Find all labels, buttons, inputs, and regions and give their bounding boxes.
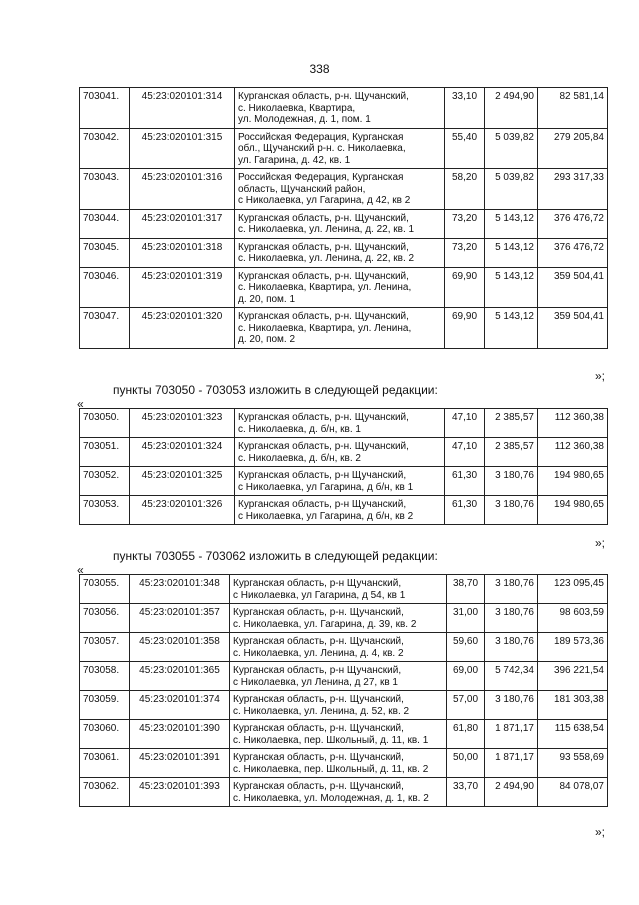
- cadastral-value: 376 476,72: [538, 238, 608, 267]
- cadastral-number: 45:23:020101:324: [130, 438, 235, 467]
- item-number: 703061.: [80, 749, 130, 778]
- address-line: с. Николаевка, д. б/н, кв. 2: [238, 452, 361, 464]
- address: [235, 209, 445, 238]
- property-table-1: [79, 87, 608, 349]
- address: [235, 496, 445, 525]
- item-number: 703062.: [80, 778, 130, 807]
- area: 33,10: [445, 88, 485, 129]
- table-row: [80, 662, 608, 691]
- property-table-3: [79, 574, 608, 807]
- area: 69,90: [445, 308, 485, 349]
- cadastral-number: 45:23:020101:365: [130, 662, 230, 691]
- cadastral-value: 98 603,59: [538, 604, 608, 633]
- area: 55,40: [445, 128, 485, 169]
- area: 31,00: [447, 604, 485, 633]
- address-line: с. Николаевка, Квартира, ул. Ленина,: [238, 282, 412, 293]
- cadastral-number: 45:23:020101:358: [130, 633, 230, 662]
- table-row: [80, 749, 608, 778]
- table-row: [80, 778, 608, 807]
- cadastral-value: 359 504,41: [538, 308, 608, 349]
- address-line: Курганская область, р-н. Щучанский,: [233, 781, 404, 792]
- address-line: Курганская область, р-н. Щучанский,: [238, 91, 409, 102]
- cadastral-number: 45:23:020101:391: [130, 749, 230, 778]
- address-line: Курганская область, р-н. Щучанский,: [238, 212, 409, 224]
- rate: 2 385,57: [485, 438, 538, 467]
- item-number: 703042.: [80, 128, 130, 169]
- address: [230, 720, 447, 749]
- address-line: Курганская область, р-н. Щучанский,: [238, 311, 409, 322]
- table-row: [80, 238, 608, 267]
- area: 47,10: [445, 438, 485, 467]
- address-line: Курганская область, р-н. Щучанский,: [233, 694, 404, 705]
- closing-quote: »;: [594, 536, 605, 550]
- area: 57,00: [447, 691, 485, 720]
- opening-quote: «: [77, 563, 84, 577]
- item-number: 703050.: [80, 409, 130, 438]
- item-number: 703060.: [80, 720, 130, 749]
- address: [235, 88, 445, 129]
- item-number: 703047.: [80, 308, 130, 349]
- address: [230, 778, 447, 807]
- address-line: ул. Гагарина, д. 42, кв. 1: [238, 154, 351, 166]
- address-line: с. Николаевка, ул. Молодежная, д. 1, кв. 2: [233, 792, 429, 804]
- rate: 5 742,34: [485, 662, 538, 691]
- cadastral-value: 194 980,65: [538, 496, 608, 525]
- cadastral-value: 112 360,38: [538, 438, 608, 467]
- item-number: 703043.: [80, 169, 130, 210]
- cadastral-value: 376 476,72: [538, 209, 608, 238]
- address-line: с. Николаевка, ул. Ленина, д. 4, кв. 2: [233, 647, 404, 659]
- cadastral-number: 45:23:020101:390: [130, 720, 230, 749]
- table-row: [80, 438, 608, 467]
- cadastral-number: 45:23:020101:323: [130, 409, 235, 438]
- address-line: Курганская область, р-н. Щучанский,: [238, 412, 409, 423]
- page-number: 338: [309, 62, 330, 76]
- cadastral-value: 396 221,54: [538, 662, 608, 691]
- cadastral-value: 189 573,36: [538, 633, 608, 662]
- address-line: с. Николаевка, ул. Ленина, д. 22, кв. 2: [238, 253, 415, 264]
- address: [230, 749, 447, 778]
- cadastral-value: 82 581,14: [538, 88, 608, 129]
- address-line: Российская Федерация, Курганская: [238, 131, 404, 143]
- table-row: [80, 308, 608, 349]
- area: 73,20: [445, 238, 485, 267]
- cadastral-number: 45:23:020101:317: [130, 209, 235, 238]
- address-line: Курганская область, р-н Щучанский,: [238, 470, 407, 481]
- address-line: Курганская область, р-н. Щучанский,: [233, 607, 404, 618]
- table-row: [80, 496, 608, 525]
- property-table-2: [79, 408, 608, 525]
- amendment-instruction: пункты 703050 - 703053 изложить в следующей редакции:: [113, 383, 438, 397]
- area: 61,80: [447, 720, 485, 749]
- area: 61,30: [445, 467, 485, 496]
- cadastral-number: 45:23:020101:318: [130, 238, 235, 267]
- area: 69,90: [445, 267, 485, 308]
- address: [230, 691, 447, 720]
- table-row: [80, 409, 608, 438]
- item-number: 703052.: [80, 467, 130, 496]
- address-line: с. Николаевка, Квартира, ул. Ленина,: [238, 322, 412, 334]
- table-row: [80, 88, 608, 129]
- address-line: ул. Молодежная, д. 1, пом. 1: [238, 114, 371, 125]
- area: 33,70: [447, 778, 485, 807]
- rate: 1 871,17: [485, 749, 538, 778]
- item-number: 703058.: [80, 662, 130, 691]
- table-row: [80, 128, 608, 169]
- table-row: [80, 633, 608, 662]
- address-line: Курганская область, р-н. Щучанский,: [238, 241, 409, 253]
- cadastral-value: 181 303,38: [538, 691, 608, 720]
- item-number: 703041.: [80, 88, 130, 129]
- closing-quote: »;: [594, 369, 605, 383]
- closing-quote: »;: [594, 825, 605, 839]
- cadastral-number: 45:23:020101:320: [130, 308, 235, 349]
- rate: 5 039,82: [485, 128, 538, 169]
- table-row: [80, 467, 608, 496]
- area: 73,20: [445, 209, 485, 238]
- address: [230, 662, 447, 691]
- address-line: Курганская область, р-н Щучанский,: [233, 578, 402, 589]
- rate: 3 180,76: [485, 496, 538, 525]
- address: [235, 128, 445, 169]
- address-line: с. Николаевка, пер. Школьный, д. 11, кв. 1: [233, 734, 429, 746]
- item-number: 703059.: [80, 691, 130, 720]
- address-line: Российская Федерация, Курганская: [238, 172, 404, 183]
- cadastral-value: 84 078,07: [538, 778, 608, 807]
- cadastral-number: 45:23:020101:326: [130, 496, 235, 525]
- address-line: Курганская область, р-н Щучанский,: [238, 499, 407, 510]
- item-number: 703046.: [80, 267, 130, 308]
- address-line: с. Николаевка, пер. Школьный, д. 11, кв. 2: [233, 763, 429, 775]
- address: [235, 467, 445, 496]
- rate: 5 143,12: [485, 267, 538, 308]
- rate: 5 143,12: [485, 209, 538, 238]
- address-line: с Николаевка, ул Гагарина, д 42, кв 2: [238, 195, 411, 206]
- address-line: с Николаевка, ул Гагарина, д б/н, кв 2: [238, 510, 414, 522]
- address-line: Курганская область, р-н. Щучанский,: [233, 723, 404, 734]
- address-line: Курганская область, р-н. Щучанский,: [233, 752, 404, 763]
- cadastral-value: 279 205,84: [538, 128, 608, 169]
- rate: 1 871,17: [485, 720, 538, 749]
- area: 47,10: [445, 409, 485, 438]
- address-line: Курганская область, р-н Щучанский,: [233, 665, 402, 676]
- area: 59,60: [447, 633, 485, 662]
- area: 50,00: [447, 749, 485, 778]
- address: [230, 604, 447, 633]
- rate: 3 180,76: [485, 575, 538, 604]
- rate: 2 494,90: [485, 778, 538, 807]
- item-number: 703044.: [80, 209, 130, 238]
- table-row: [80, 267, 608, 308]
- cadastral-number: 45:23:020101:315: [130, 128, 235, 169]
- cadastral-value: 194 980,65: [538, 467, 608, 496]
- address-line: Курганская область, р-н. Щучанский,: [233, 636, 404, 647]
- item-number: 703051.: [80, 438, 130, 467]
- address: [230, 575, 447, 604]
- address-line: с Николаевка, ул Гагарина, д б/н, кв 1: [238, 481, 414, 493]
- address-line: с Николаевка, ул Ленина, д 27, кв 1: [233, 676, 398, 688]
- rate: 5 143,12: [485, 308, 538, 349]
- cadastral-value: 115 638,54: [538, 720, 608, 749]
- cadastral-value: 93 558,69: [538, 749, 608, 778]
- rate: 2 385,57: [485, 409, 538, 438]
- rate: 5 143,12: [485, 238, 538, 267]
- address: [235, 308, 445, 349]
- cadastral-number: 45:23:020101:348: [130, 575, 230, 604]
- opening-quote: «: [77, 397, 84, 411]
- address-line: с. Николаевка, ул. Ленина, д. 22, кв. 1: [238, 224, 415, 235]
- cadastral-number: 45:23:020101:393: [130, 778, 230, 807]
- address-line: Курганская область, р-н. Щучанский,: [238, 270, 409, 282]
- cadastral-value: 123 095,45: [538, 575, 608, 604]
- address-line: д. 20, пом. 1: [238, 293, 296, 305]
- address-line: с. Николаевка, ул. Гагарина, д. 39, кв. 2: [233, 618, 417, 630]
- cadastral-value: 293 317,33: [538, 169, 608, 210]
- rate: 2 494,90: [485, 88, 538, 129]
- table-row: [80, 169, 608, 210]
- address-line: с Николаевка, ул Гагарина, д 54, кв 1: [233, 589, 406, 601]
- address-line: с. Николаевка, д. б/н, кв. 1: [238, 423, 361, 435]
- address-line: с. Николаевка, Квартира,: [238, 102, 356, 114]
- address: [235, 409, 445, 438]
- address: [235, 267, 445, 308]
- table-row: [80, 691, 608, 720]
- item-number: 703045.: [80, 238, 130, 267]
- cadastral-value: 359 504,41: [538, 267, 608, 308]
- address-line: обл., Щучанский р-н. с. Николаевка,: [238, 143, 406, 154]
- table-row: [80, 720, 608, 749]
- area: 61,30: [445, 496, 485, 525]
- item-number: 703057.: [80, 633, 130, 662]
- rate: 3 180,76: [485, 467, 538, 496]
- address-line: Курганская область, р-н. Щучанский,: [238, 441, 409, 452]
- rate: 3 180,76: [485, 604, 538, 633]
- area: 58,20: [445, 169, 485, 210]
- address: [235, 169, 445, 210]
- cadastral-number: 45:23:020101:325: [130, 467, 235, 496]
- rate: 3 180,76: [485, 691, 538, 720]
- area: 38,70: [447, 575, 485, 604]
- address-line: с. Николаевка, ул. Ленина, д. 52, кв. 2: [233, 705, 410, 717]
- item-number: 703055.: [80, 575, 130, 604]
- cadastral-number: 45:23:020101:374: [130, 691, 230, 720]
- cadastral-value: 112 360,38: [538, 409, 608, 438]
- table-row: [80, 604, 608, 633]
- amendment-instruction: пункты 703055 - 703062 изложить в следующей редакции:: [113, 549, 438, 563]
- cadastral-number: 45:23:020101:357: [130, 604, 230, 633]
- cadastral-number: 45:23:020101:319: [130, 267, 235, 308]
- rate: 5 039,82: [485, 169, 538, 210]
- address-line: д. 20, пом. 2: [238, 334, 296, 345]
- table-row: [80, 209, 608, 238]
- item-number: 703053.: [80, 496, 130, 525]
- table-row: [80, 575, 608, 604]
- address: [235, 238, 445, 267]
- address: [230, 633, 447, 662]
- cadastral-number: 45:23:020101:316: [130, 169, 235, 210]
- address-line: область, Щучанский район,: [238, 183, 366, 195]
- rate: 3 180,76: [485, 633, 538, 662]
- area: 69,00: [447, 662, 485, 691]
- cadastral-number: 45:23:020101:314: [130, 88, 235, 129]
- address: [235, 438, 445, 467]
- item-number: 703056.: [80, 604, 130, 633]
